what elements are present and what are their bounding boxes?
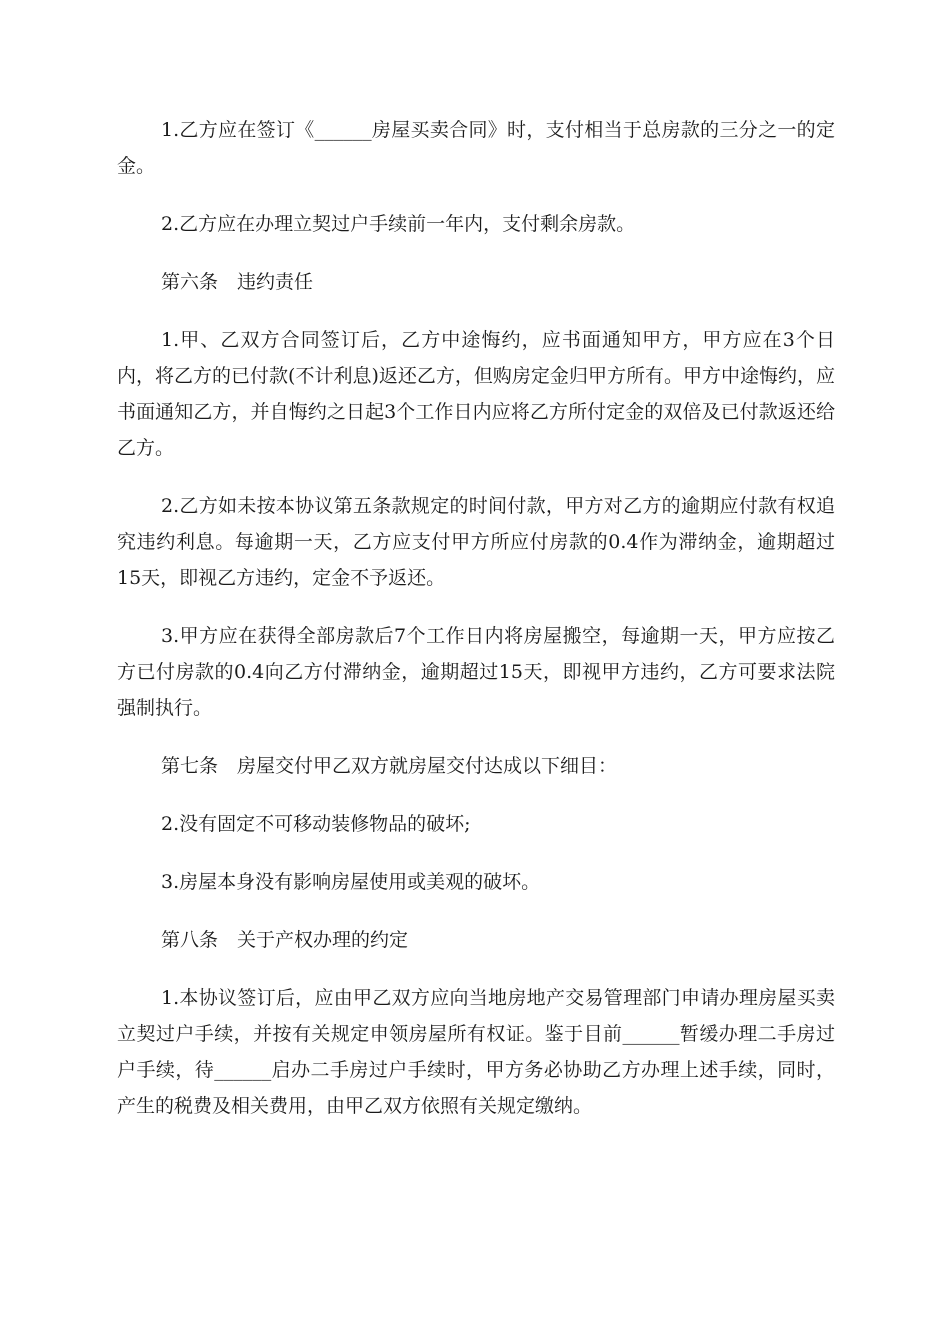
document-body — [117, 112, 835, 1146]
clause-6-item-3: 3.甲方应在获得全部房款后7个工作日内将房屋搬空，每逾期一天，甲方应按乙方已付房款的0.4向乙方付滞纳金，逾期超过15天，即视甲方违约，乙方可要求法院强制执行。 — [117, 625, 835, 719]
article-7-heading: 第七条 房屋交付甲乙双方就房屋交付达成以下细目： — [161, 755, 618, 777]
article-8-heading: 第八条 关于产权办理的约定 — [161, 929, 409, 951]
clause-5-item-2: 2.乙方应在办理立契过户手续前一年内，支付剩余房款。 — [161, 213, 636, 235]
clause-6-item-1: 1.甲、乙双方合同签订后，乙方中途悔约，应书面通知甲方，甲方应在3个日内，将乙方的已付款(不计利息)返还乙方，但购房定金归甲方所有。甲方中途悔约，应书面通知乙方，并自悔约之日起3个工作日内应将乙方所付定金的双倍及已付款返还给乙方。 — [117, 329, 835, 459]
clause-8-item-1: 1.本协议签订后，应由甲乙双方应向当地房地产交易管理部门申请办理房屋买卖立契过户手续，并按有关规定申领房屋所有权证。鉴于目前______暂缓办理二手房过户手续，待______启办二手房过户手续时，甲方务必协助乙方办理上述手续，同时，产生的税费及相关费用，由甲乙双方依照有关规定缴纳。 — [117, 987, 835, 1117]
clause-6-item-2: 2.乙方如未按本协议第五条款规定的时间付款，甲方对乙方的逾期应付款有权追究违约利息。每逾期一天，乙方应支付甲方所应付房款的0.4作为滞纳金，逾期超过15天，即视乙方违约，定金不予返还。 — [117, 495, 835, 589]
clause-7-item-2: 2.没有固定不可移动装修物品的破坏; — [161, 813, 471, 835]
article-6-heading: 第六条 违约责任 — [161, 271, 314, 293]
clause-5-item-1: 1.乙方应在签订《______房屋买卖合同》时，支付相当于总房款的三分之一的定金。 — [117, 119, 835, 177]
clause-7-item-3: 3.房屋本身没有影响房屋使用或美观的破坏。 — [161, 871, 541, 893]
